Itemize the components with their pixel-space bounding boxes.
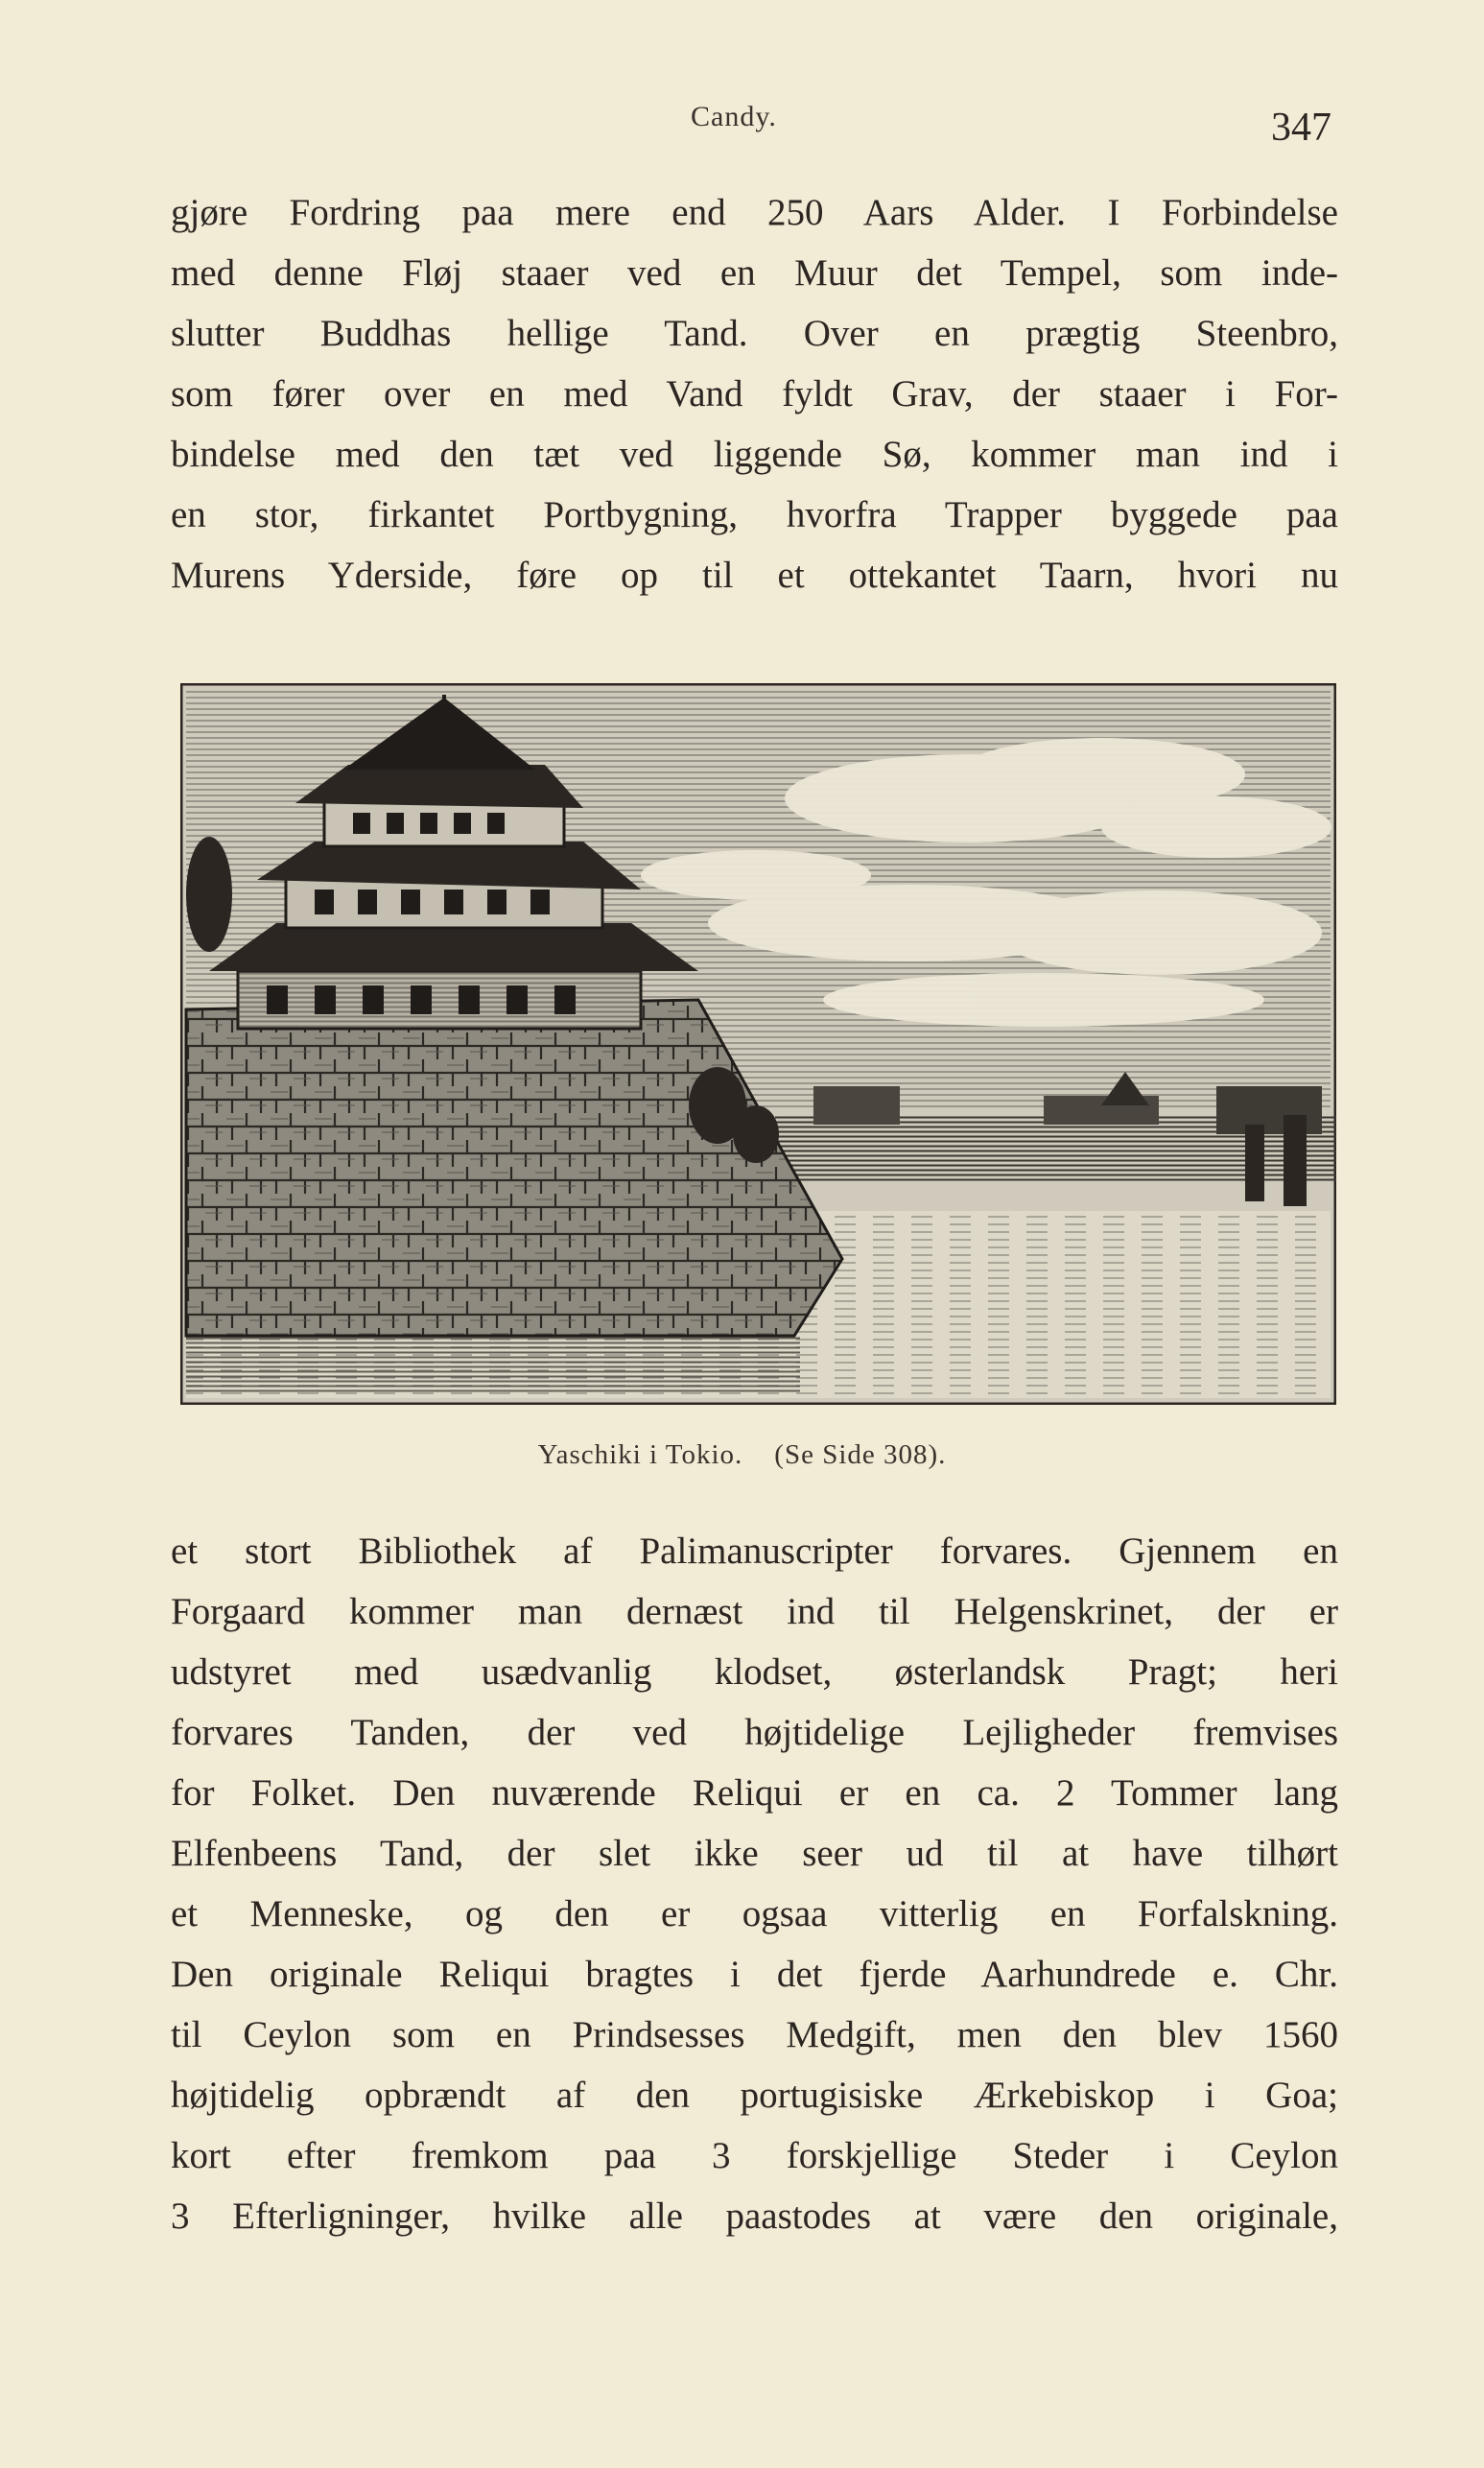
text-line: et Menneske, og den er ogsaa vitterlig en Forfalskning. bbox=[171, 1893, 1338, 1934]
text-line: Elfenbeens Tand, der slet ikke seer ud til at have tilhørt bbox=[171, 1833, 1338, 1874]
text-line: højtidelig opbrændt af den portugisiske Ærkebiskop i Goa; bbox=[171, 2075, 1338, 2116]
text-line: Forgaard kommer man dernæst ind til Helgenskrinet, der er bbox=[171, 1591, 1338, 1632]
text-line: forvares Tanden, der ved højtidelige Lejligheder fremvises bbox=[171, 1712, 1338, 1753]
caption-reference: (Se Side 308). bbox=[774, 1439, 947, 1470]
text-line: udstyret med usædvanlig klodset, østerlandsk Pragt; heri bbox=[171, 1651, 1338, 1693]
figure-caption bbox=[0, 1439, 1484, 1471]
text-line: 3 Efterligninger, hvilke alle paastodes at være den originale, bbox=[171, 2195, 1338, 2237]
text-line: med denne Fløj staaer ved en Muur det Tempel, som inde- bbox=[171, 252, 1338, 294]
text-line: til Ceylon som en Prindsesses Medgift, men den blev 1560 bbox=[171, 2014, 1338, 2055]
text-line: bindelse med den tæt ved liggende Sø, kommer man ind i bbox=[171, 434, 1338, 475]
text-line: et stort Bibliothek af Palimanuscripter forvares. Gjennem en bbox=[171, 1531, 1338, 1572]
bottom-paragraph bbox=[171, 1521, 1338, 2246]
engraving-illustration bbox=[180, 683, 1336, 1405]
running-head bbox=[0, 101, 1484, 150]
page-number: 347 bbox=[1271, 106, 1331, 150]
text-line: kort efter fremkom paa 3 forskjellige Steder i Ceylon bbox=[171, 2135, 1338, 2176]
yaschiki-engraving bbox=[180, 683, 1336, 1405]
text-line: slutter Buddhas hellige Tand. Over en prægtig Steenbro, bbox=[171, 313, 1338, 354]
text-line: Den originale Reliqui bragtes i det fjerde Aarhundrede e. Chr. bbox=[171, 1954, 1338, 1995]
top-paragraph bbox=[171, 182, 1338, 605]
text-line: en stor, firkantet Portbygning, hvorfra Trapper byggede paa bbox=[171, 494, 1338, 535]
text-line: gjøre Fordring paa mere end 250 Aars Alder. I Forbindelse bbox=[171, 192, 1338, 233]
running-title: Candy. bbox=[691, 101, 777, 132]
text-line: som fører over en med Vand fyldt Grav, der staaer i For- bbox=[171, 373, 1338, 415]
caption-title: Yaschiki i Tokio. bbox=[537, 1439, 743, 1470]
text-line: for Folket. Den nuværende Reliqui er en ca. 2 Tommer lang bbox=[171, 1772, 1338, 1814]
text-line: Murens Yderside, føre op til et ottekantet Taarn, hvori nu bbox=[171, 555, 1338, 596]
